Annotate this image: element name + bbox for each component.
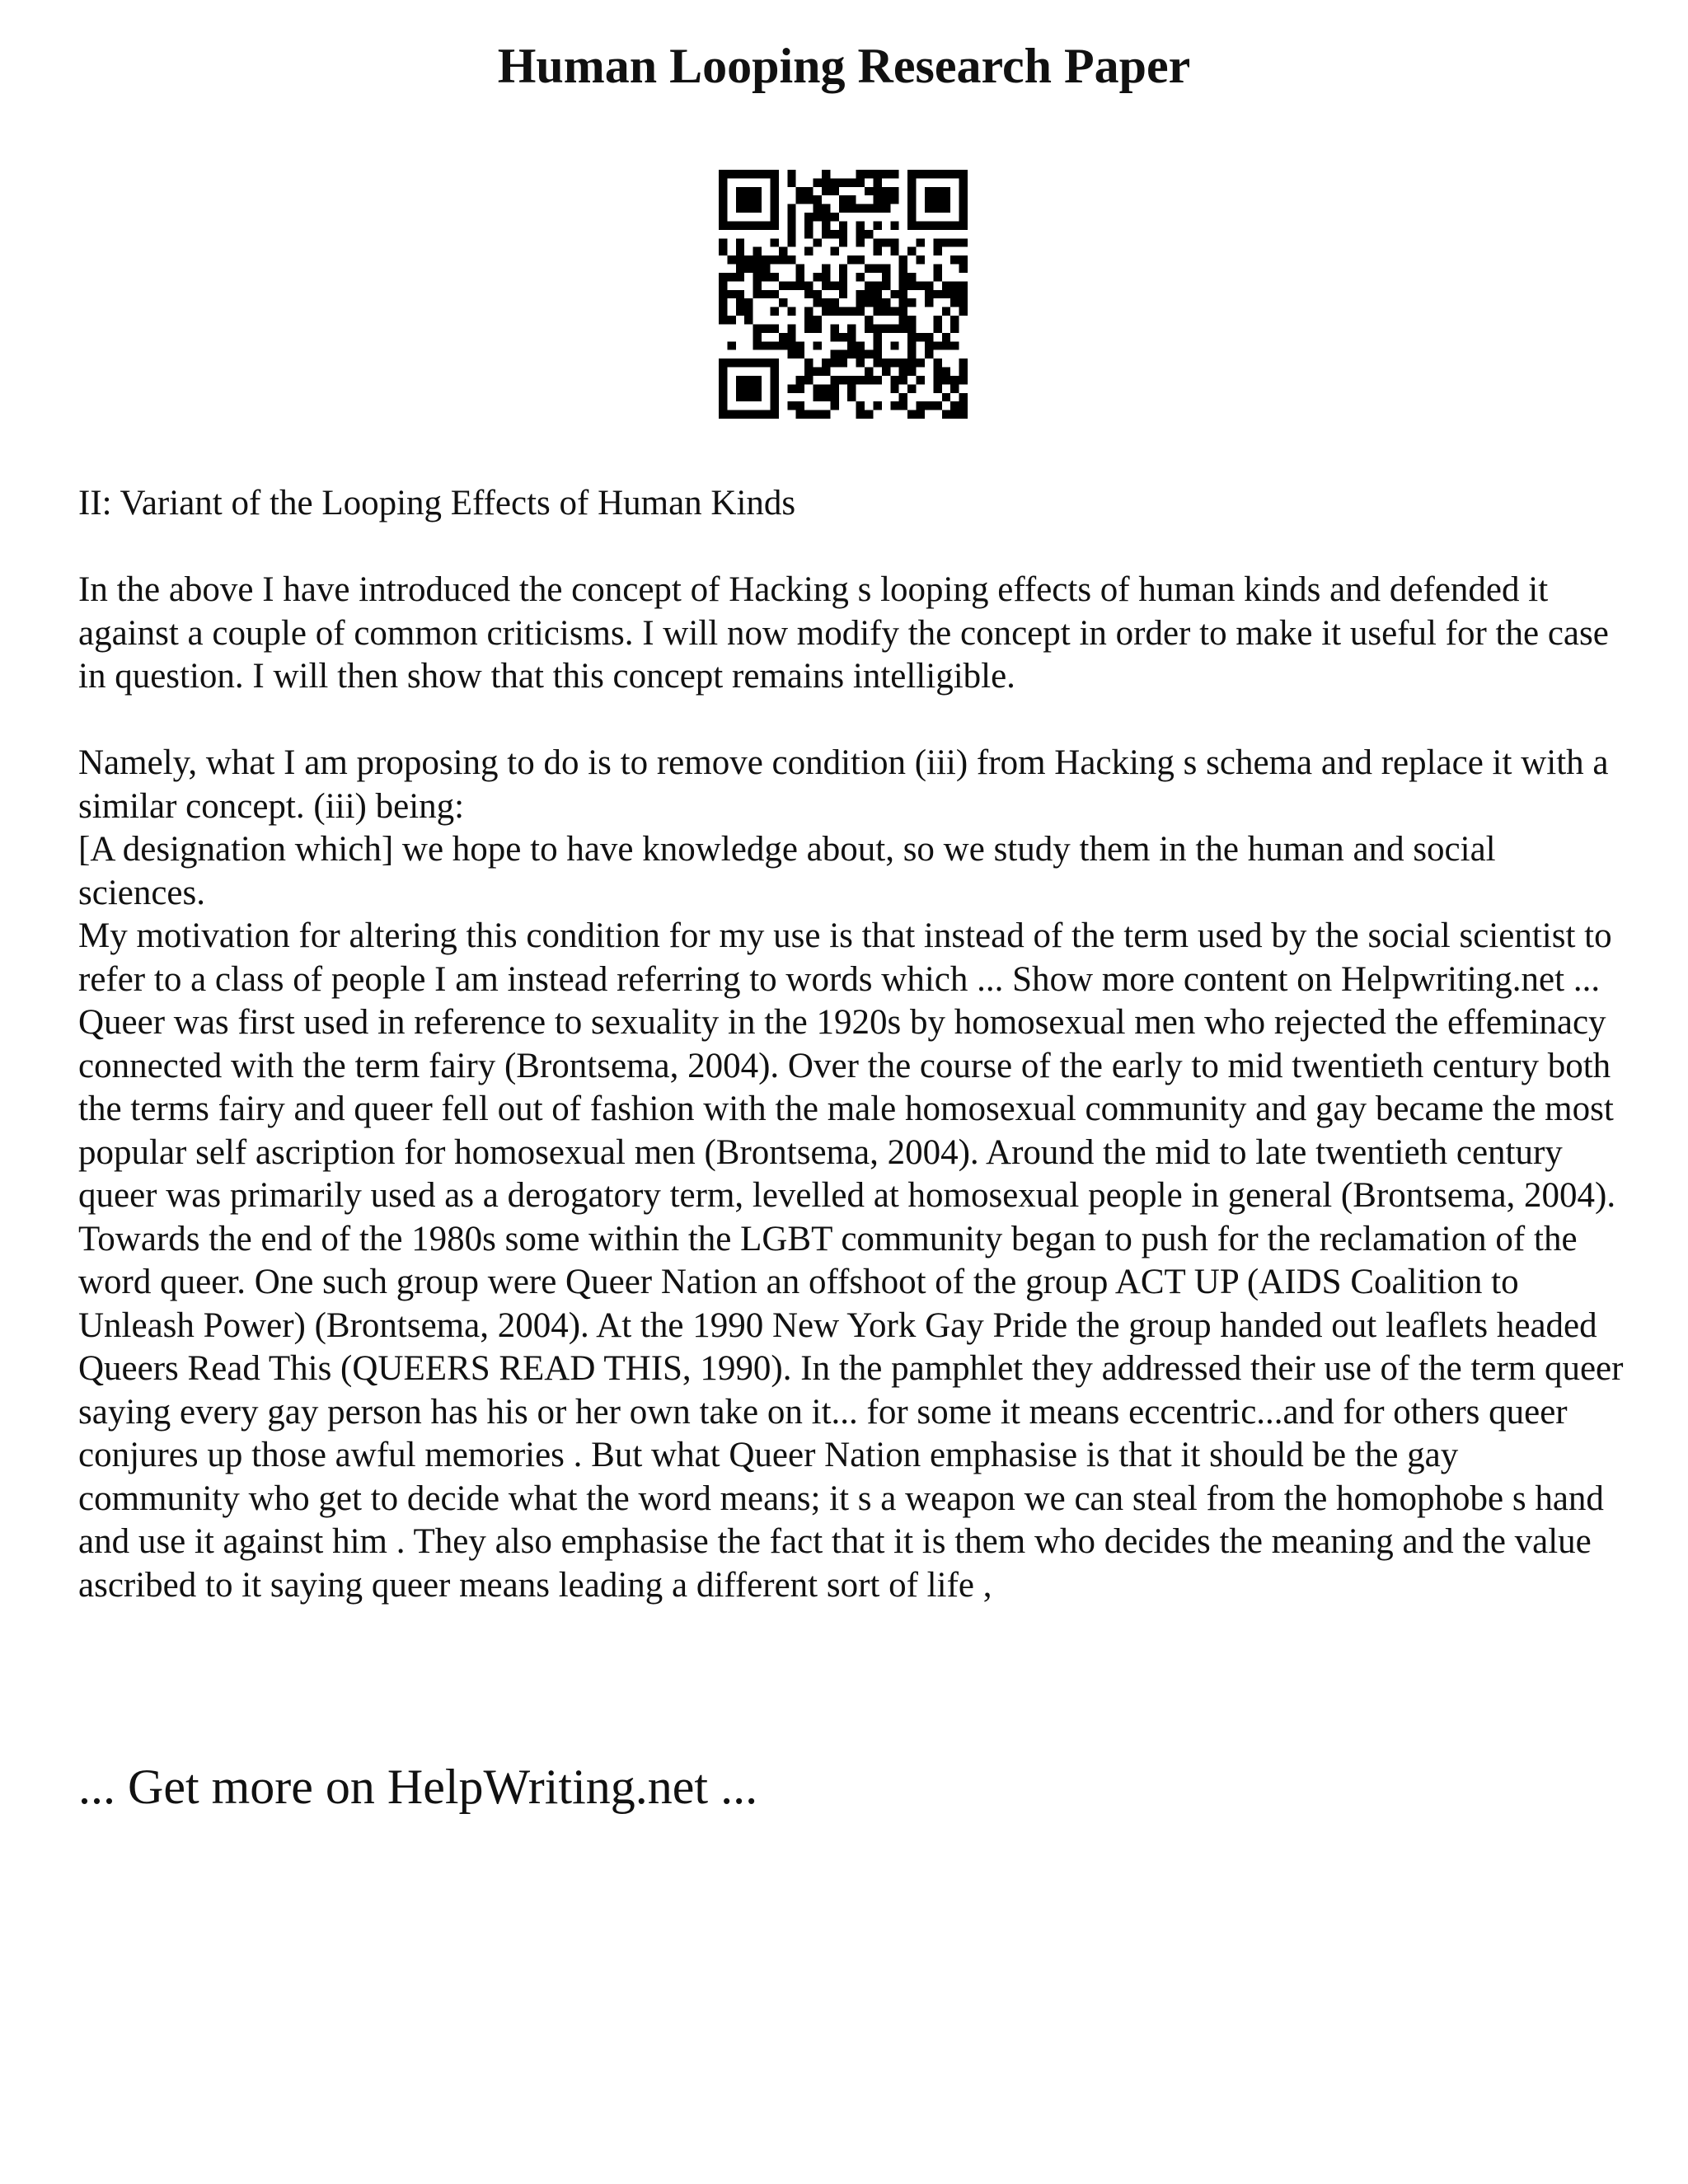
document-body xyxy=(78,482,1628,1607)
page-title: Human Looping Research Paper xyxy=(497,39,1191,93)
qr-code-icon xyxy=(719,170,968,419)
paragraph: Namely, what I am proposing to do is to remove condition (iii) from Hacking s schema and replace it with a similar concept. (iii) being: xyxy=(78,743,1609,826)
paragraph: Queer was first used in reference to sexuality in the 1920s by homosexual men who rejected the effeminacy connected with the term fairy (Brontsema, 2004). Over the course of the early to mid twentieth century both the terms fairy and queer fell out of fashion with the male homosexual community and gay became the most popular self ascription for homosexual men (Brontsema, 2004). Around the mid to late twentieth century queer was primarily used as a derogatory term, levelled at homosexual people in general (Brontsema, 2004). Towards the end of the 1980s some within the LGBT community began to push for the reclamation of the word queer. One such group were Queer Nation an offshoot of the group ACT UP (AIDS Coalition to Unleash Power) (Brontsema, 2004). At the 1990 New York Gay Pride the group handed out leaflets headed Queers Read This (QUEERS READ THIS, 1990). In the pamphlet they addressed their use of the term queer saying every gay person has his or her own take on it... for some it means eccentric...and for others queer conjures up those awful memories . But what Queer Nation emphasise is that it should be the gay community who get to decide what the word means; it s a weapon we can steal from the homophobe s hand and use it against him . They also emphasise the fact that it is them who decides the meaning and the value ascribed to it saying queer means leading a different sort of life , xyxy=(78,1003,1624,1605)
paragraph: [A designation which] we hope to have knowledge about, so we study them in the human and social sciences. xyxy=(78,830,1496,912)
get-more-link[interactable]: ... Get more on HelpWriting.net ... xyxy=(78,1760,758,1814)
paragraph: In the above I have introduced the concept of Hacking s looping effects of human kinds and defended it against a couple of common criticisms. I will now modify the concept in order to make it useful for the case in question. I will then show that this concept remains intelligible. xyxy=(78,570,1609,696)
section-heading: II: Variant of the Looping Effects of Human Kinds xyxy=(78,484,796,523)
paragraph: My motivation for altering this condition for my use is that instead of the term used by the social scientist to refer to a class of people I am instead referring to words which ... Show more content on Helpwriting.net ... xyxy=(78,916,1612,999)
